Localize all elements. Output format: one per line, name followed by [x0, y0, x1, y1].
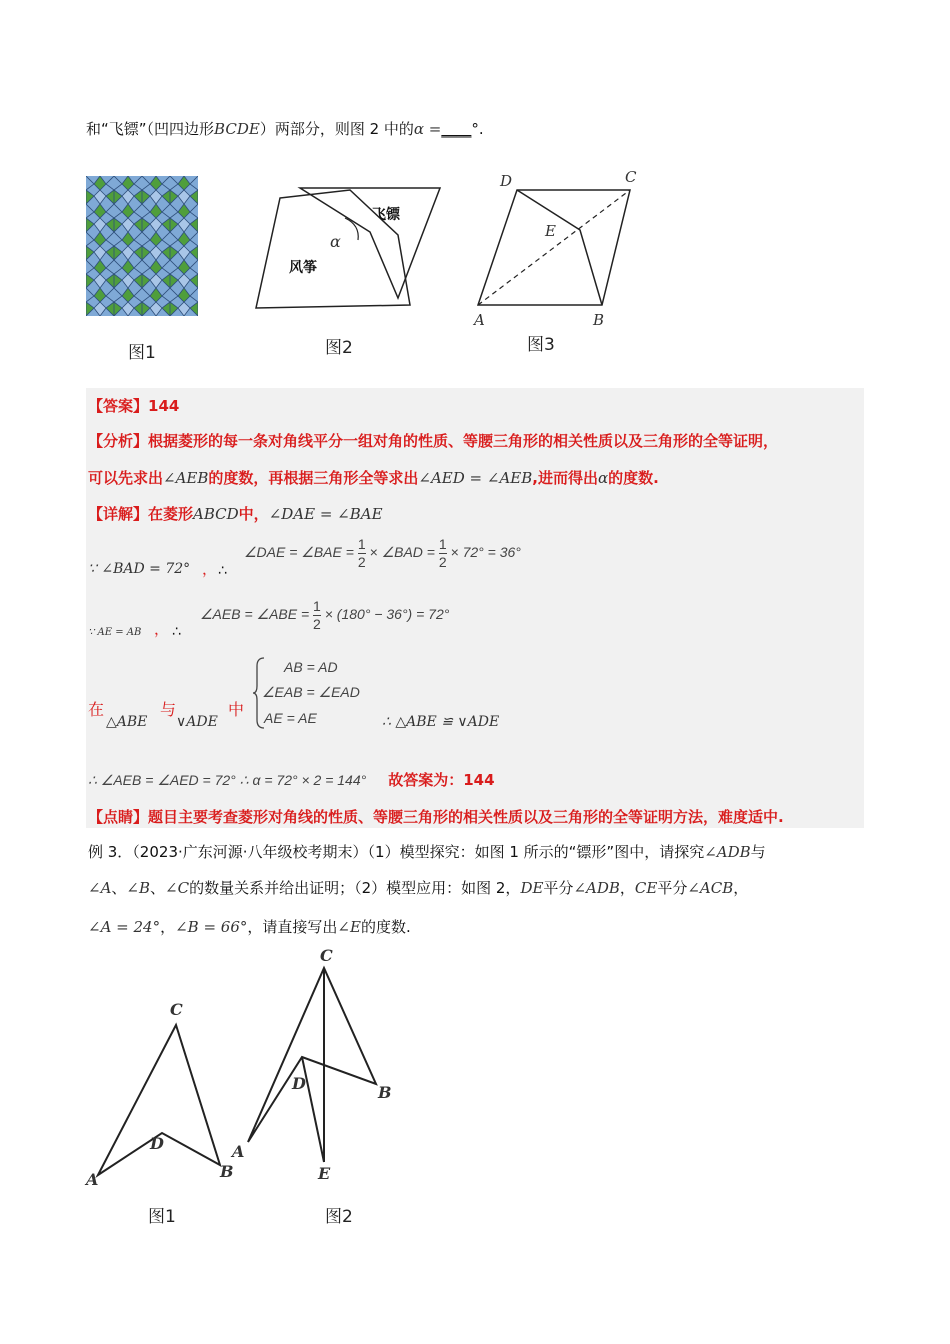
example3-math: CE: [634, 879, 658, 897]
example3-math: ∠B: [126, 879, 151, 897]
analysis-text: 的度数，再根据三角形全等求出: [208, 469, 419, 487]
example3-math: ∠A = 24°: [88, 918, 161, 936]
example3-line-1: [88, 841, 766, 862]
point-e-label: E: [318, 1164, 331, 1183]
example3-math: ∠ADB: [573, 879, 620, 897]
example3-line-3: [88, 916, 411, 937]
example3-math: DE: [520, 879, 544, 897]
figure-1-caption: 图1: [148, 1207, 176, 1227]
point-d-label: D: [292, 1074, 306, 1093]
example3-text: 例 3．（2023·广东河源·八年级校考期末）（1）模型探究：如图 1 所示的“镖形”图中，请探究: [88, 843, 705, 861]
analysis-text: ,进而得出: [532, 469, 598, 487]
intro-math-alpha: α =: [413, 120, 442, 138]
comment-line: [88, 806, 784, 827]
analysis-math: α: [597, 469, 609, 487]
point-d-label: D: [150, 1134, 164, 1153]
angle-bisector-diagram: [240, 962, 390, 1167]
step2-eq: × (180° − 36°) = 72°: [324, 606, 450, 623]
step2-eq: ∠AEB = ∠ABE =: [200, 606, 310, 623]
frac-num: 1: [313, 598, 321, 614]
dart-label: 飞镖: [372, 207, 400, 223]
dart-shape-diagram: [90, 1015, 240, 1190]
step1-eq: ∠DAE = ∠BAE =: [244, 544, 354, 561]
analysis-line-2: [88, 467, 659, 488]
detail-line: [88, 503, 383, 524]
example3-math: ∠ADB: [704, 843, 751, 861]
example3-math: ∠C: [165, 879, 190, 897]
example3-text: 平分: [543, 879, 574, 897]
step1-eq: × ∠BAD =: [369, 544, 435, 561]
intro-text: ）两部分，则图 2 中的: [259, 120, 414, 138]
example3-math: ∠B = 66°: [175, 918, 248, 936]
alpha-label: α: [330, 232, 341, 251]
step2-comma: ，: [154, 620, 170, 638]
frac-den: 2: [438, 554, 447, 570]
intro-math-bcde: BCDE: [214, 120, 260, 138]
fraction-half: [313, 598, 321, 633]
analysis-text: 的度数.: [608, 469, 659, 487]
example3-text: 与: [750, 843, 766, 861]
figure-2-caption: 图2: [325, 338, 353, 358]
step3-congruent: ∴ △ABE ≌ ∨ADE: [382, 714, 500, 730]
step1-equation: [244, 536, 521, 571]
point-b-label: B: [593, 311, 605, 329]
detail-math: ∠DAE = ∠BAE: [268, 505, 383, 523]
step2-because: ∵ AE = AB: [88, 627, 142, 638]
step1-eq: × 72° = 36°: [450, 544, 521, 561]
figure-2-caption: 图2: [325, 1207, 353, 1227]
system-eq-3: AE = AE: [264, 710, 317, 726]
point-a-label: A: [86, 1170, 99, 1189]
point-d-label: D: [500, 172, 513, 190]
point-a-label: A: [232, 1142, 245, 1161]
analysis-text: 可以先求出: [88, 469, 164, 487]
step1-because: ∵ ∠BAD = 72°: [88, 561, 191, 577]
kite-label: 风筝: [289, 260, 317, 276]
answer-tag: 【答案】: [88, 397, 149, 415]
analysis-math: ∠AED = ∠AEB: [418, 469, 533, 487]
example3-text: ，: [619, 879, 635, 897]
example3-math: ∠ACB: [687, 879, 734, 897]
step4-text: 故答案为：: [388, 771, 464, 789]
analysis-line-1: [88, 430, 778, 451]
comment-text: 题目主要考查菱形对角线的性质、等腰三角形的相关性质以及三角形的全等证明方法，难度适中.: [148, 808, 784, 826]
analysis-math: ∠AEB: [163, 469, 209, 487]
step1-comma: ，: [202, 560, 218, 578]
comment-tag: 【点睛】: [88, 808, 149, 826]
step3-zhong: 中: [228, 700, 245, 719]
intro-text: °.: [471, 120, 484, 138]
example3-text: 、: [111, 879, 127, 897]
step4-eq: ∴ ∠AEB = ∠AED = 72° ∴ α = 72° × 2 = 144°: [88, 772, 367, 788]
step3-triangle-abe: △ABE: [106, 714, 148, 730]
example3-text: 、: [150, 879, 166, 897]
detail-tag: 【详解】: [88, 505, 149, 523]
example3-text: 平分: [657, 879, 688, 897]
detail-math: ABCD: [193, 505, 239, 523]
point-c-label: C: [320, 946, 333, 965]
answer-line: [88, 395, 179, 416]
point-a-label: A: [474, 311, 485, 329]
frac-den: 2: [357, 554, 366, 570]
example3-text: ，请直接写出: [247, 918, 338, 936]
point-b-label: B: [378, 1083, 392, 1102]
step2-equation: [200, 598, 449, 633]
kite-dart-diagram: [250, 180, 450, 315]
step4-value: 144: [463, 771, 495, 789]
example3-text: 的度数.: [360, 918, 411, 936]
fraction-half: [358, 536, 366, 571]
analysis-tag: 【分析】: [88, 432, 149, 450]
example3-text: 的数量关系并给出证明；（2）模型应用：如图 2，: [189, 879, 521, 897]
fraction-half: [439, 536, 447, 571]
system-eq-2: ∠EAB = ∠EAD: [262, 684, 360, 700]
analysis-text: 根据菱形的每一条对角线平分一组对角的性质、等腰三角形的相关性质以及三角形的全等证明，: [148, 432, 779, 450]
step3-triangle-ade: ∨ADE: [176, 714, 218, 730]
step3-in: 在: [88, 700, 105, 719]
figure-3-caption: 图3: [527, 335, 555, 355]
example3-math: ∠A: [88, 879, 112, 897]
example3-text: ，: [160, 918, 176, 936]
figure-1-caption: 图1: [128, 343, 156, 363]
step3-with: 与: [160, 700, 177, 719]
point-c-label: C: [625, 168, 637, 186]
intro-line: [86, 118, 484, 139]
intro-text: 和“飞镖”（凹四边形: [86, 120, 215, 138]
example3-line-2: [88, 877, 748, 898]
detail-text: 在菱形: [148, 505, 194, 523]
frac-den: 2: [313, 616, 321, 632]
point-b-label: B: [220, 1162, 234, 1181]
frac-num: 1: [357, 536, 366, 552]
point-e-label: E: [545, 222, 556, 240]
step4-line: [88, 769, 495, 790]
step2-therefore: ∴: [172, 624, 181, 640]
system-eq-1: AB = AD: [284, 659, 338, 675]
step1-therefore: ∴: [218, 563, 227, 579]
answer-value: 144: [148, 397, 180, 415]
penrose-tiling-image: [86, 176, 198, 316]
answer-blank: ____: [441, 120, 472, 138]
example3-text: ，: [733, 879, 749, 897]
point-c-label: C: [170, 1000, 183, 1019]
rhombus-diagram: [470, 170, 640, 310]
example3-math: ∠E: [337, 918, 361, 936]
frac-num: 1: [438, 536, 447, 552]
detail-text: 中，: [238, 505, 269, 523]
